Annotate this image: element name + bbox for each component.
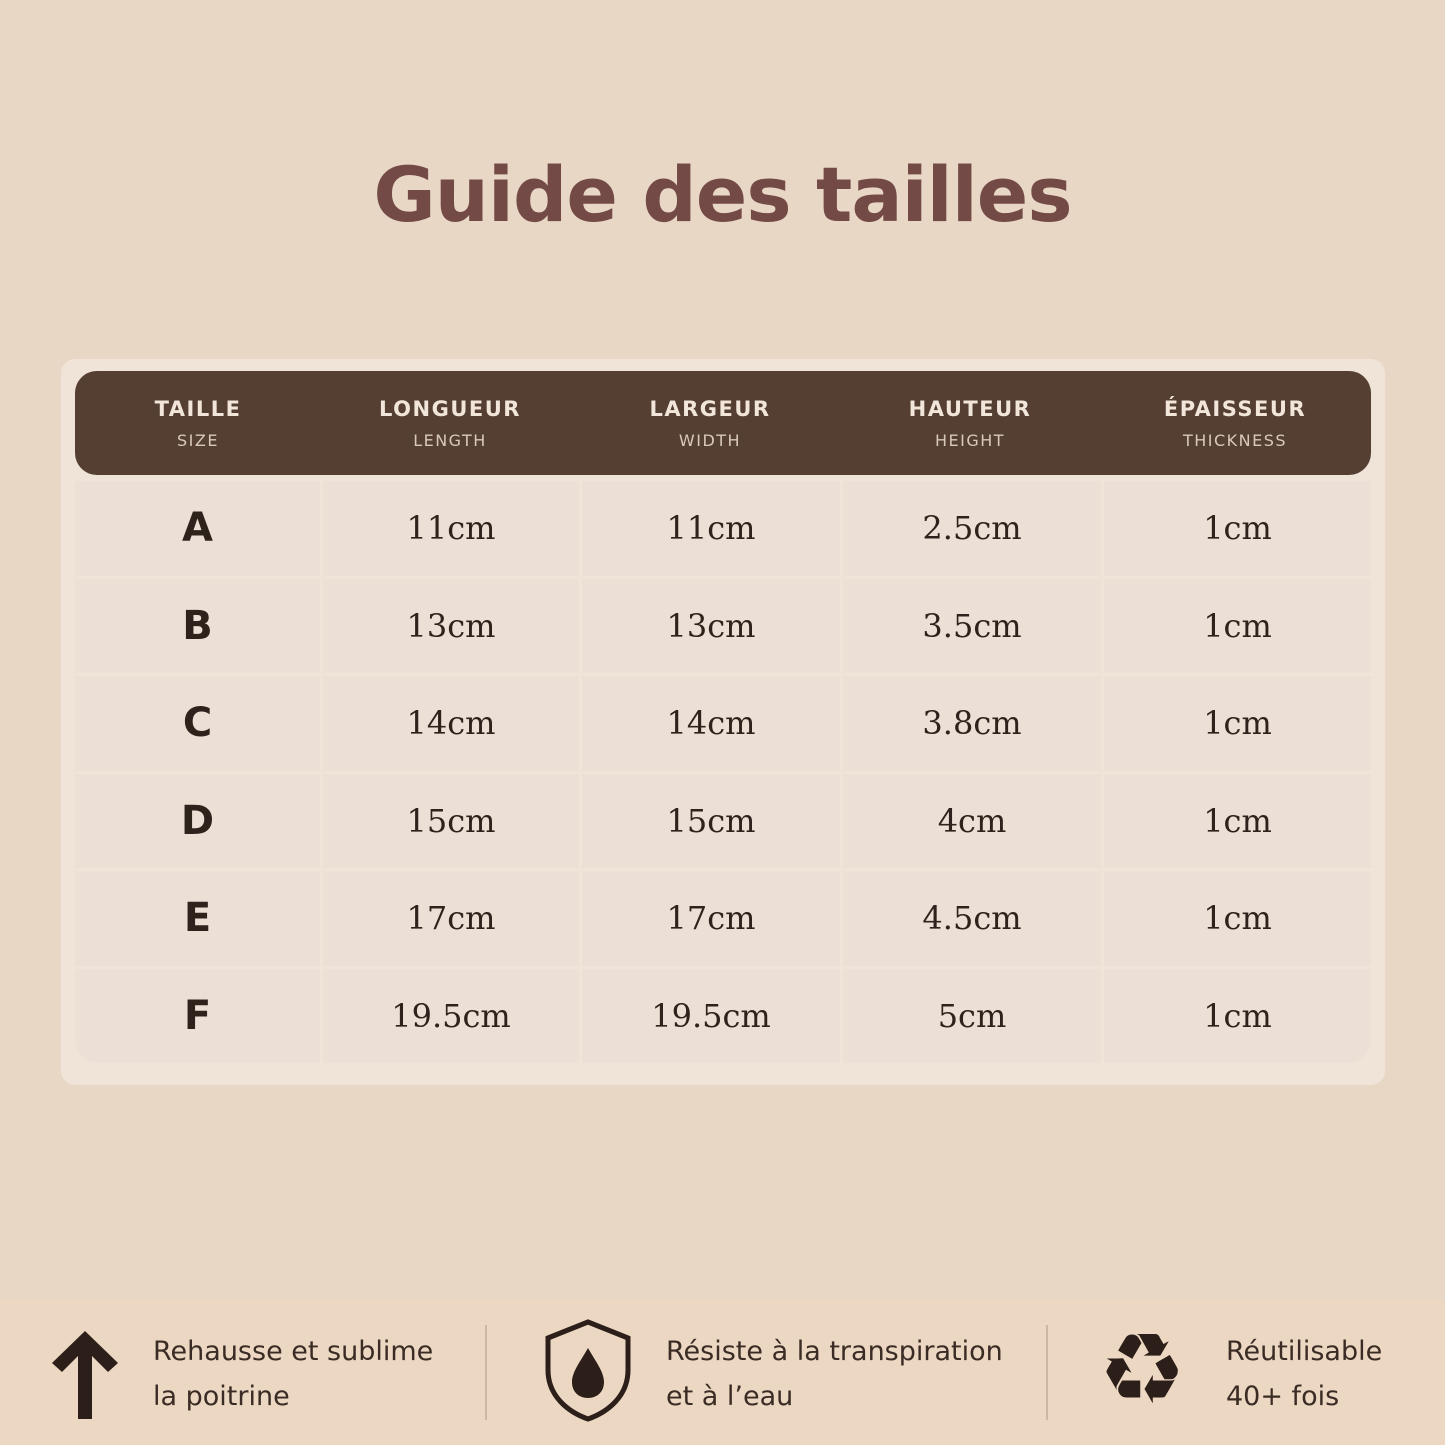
measure-cell <box>843 579 1101 674</box>
column-header-label: TAILLE <box>154 397 242 421</box>
measure-cell <box>1104 676 1371 771</box>
measure-value: 15cm <box>406 801 496 840</box>
measure-cell <box>582 969 840 1064</box>
size-label: A <box>182 505 213 552</box>
measure-cell <box>843 481 1101 576</box>
column-header-label: LARGEUR <box>649 397 771 421</box>
size-cell <box>75 871 320 966</box>
measure-value: 1cm <box>1203 509 1272 548</box>
measure-value: 4cm <box>937 801 1007 840</box>
table-body <box>75 481 1371 1063</box>
divider <box>485 1325 487 1420</box>
recycle-icon: ♻ <box>1098 1313 1186 1427</box>
measure-cell <box>1104 481 1371 576</box>
feature-line: Résiste à la transpiration <box>666 1336 1003 1367</box>
measure-value: 1cm <box>1203 704 1272 743</box>
measure-cell <box>582 774 840 869</box>
column-header-sublabel: THICKNESS <box>1182 431 1288 450</box>
measure-value: 13cm <box>406 606 496 645</box>
measure-value: 5cm <box>937 996 1007 1035</box>
size-cell <box>75 579 320 674</box>
measure-cell <box>323 871 579 966</box>
column-header-label: ÉPAISSEUR <box>1163 397 1307 421</box>
size-label: E <box>183 895 212 942</box>
measure-value: 19.5cm <box>651 996 771 1035</box>
size-label: D <box>180 797 215 844</box>
column-header-sublabel: HEIGHT <box>934 431 1006 450</box>
measure-value: 14cm <box>406 704 496 743</box>
size-label: C <box>182 700 213 747</box>
measure-value: 4.5cm <box>922 899 1022 938</box>
measure-cell <box>582 871 840 966</box>
feature-line: la poitrine <box>153 1381 290 1412</box>
measure-value: 1cm <box>1203 899 1272 938</box>
measure-value: 19.5cm <box>391 996 511 1035</box>
column-header-sublabel: SIZE <box>177 431 219 450</box>
arrow-up-icon <box>48 1325 122 1423</box>
measure-value: 3.8cm <box>922 704 1022 743</box>
size-cell <box>75 969 320 1064</box>
feature-text <box>153 1329 433 1419</box>
column-header-size <box>75 371 321 475</box>
measure-cell <box>1104 579 1371 674</box>
feature-line: 40+ fois <box>1226 1381 1340 1412</box>
column-header-label: HAUTEUR <box>908 397 1032 421</box>
measure-cell <box>323 774 579 869</box>
column-header-height <box>841 371 1099 475</box>
feature-line: Réutilisable <box>1226 1336 1383 1367</box>
measure-value: 1cm <box>1203 801 1272 840</box>
shield-drop-icon <box>544 1318 632 1422</box>
measure-cell <box>323 579 579 674</box>
measure-value: 14cm <box>666 704 756 743</box>
feature-text <box>666 1329 1003 1419</box>
column-header-length <box>321 371 579 475</box>
table-header <box>75 371 1371 475</box>
measure-cell <box>582 579 840 674</box>
measure-value: 3.5cm <box>922 606 1022 645</box>
measure-cell <box>1104 774 1371 869</box>
feature-line: et à l’eau <box>666 1381 794 1412</box>
measure-cell <box>1104 969 1371 1064</box>
column-header-width <box>579 371 841 475</box>
size-cell <box>75 774 320 869</box>
measure-value: 17cm <box>406 899 496 938</box>
measure-value: 11cm <box>406 509 496 548</box>
feature-line: Rehausse et sublime <box>153 1336 434 1367</box>
measure-cell <box>582 676 840 771</box>
measure-cell <box>843 969 1101 1064</box>
measure-value: 13cm <box>666 606 756 645</box>
measure-value: 2.5cm <box>922 509 1022 548</box>
measure-cell <box>843 774 1101 869</box>
feature-text <box>1226 1329 1382 1419</box>
column-header-sublabel: LENGTH <box>413 431 487 450</box>
column-header-thickness <box>1099 371 1371 475</box>
measure-cell <box>843 676 1101 771</box>
size-cell <box>75 481 320 576</box>
size-cell <box>75 676 320 771</box>
measure-cell <box>323 969 579 1064</box>
size-label: F <box>183 992 212 1039</box>
measure-value: 15cm <box>666 801 756 840</box>
measure-cell <box>323 676 579 771</box>
divider <box>1046 1325 1048 1420</box>
measure-value: 17cm <box>666 899 756 938</box>
measure-cell <box>1104 871 1371 966</box>
measure-cell <box>323 481 579 576</box>
size-label: B <box>182 602 213 649</box>
measure-cell <box>843 871 1101 966</box>
column-header-label: LONGUEUR <box>379 397 521 421</box>
measure-cell <box>582 481 840 576</box>
column-header-sublabel: WIDTH <box>678 431 742 450</box>
measure-value: 1cm <box>1203 606 1272 645</box>
measure-value: 1cm <box>1203 996 1272 1035</box>
page-title: Guide des tailles <box>373 150 1072 239</box>
measure-value: 11cm <box>666 509 756 548</box>
